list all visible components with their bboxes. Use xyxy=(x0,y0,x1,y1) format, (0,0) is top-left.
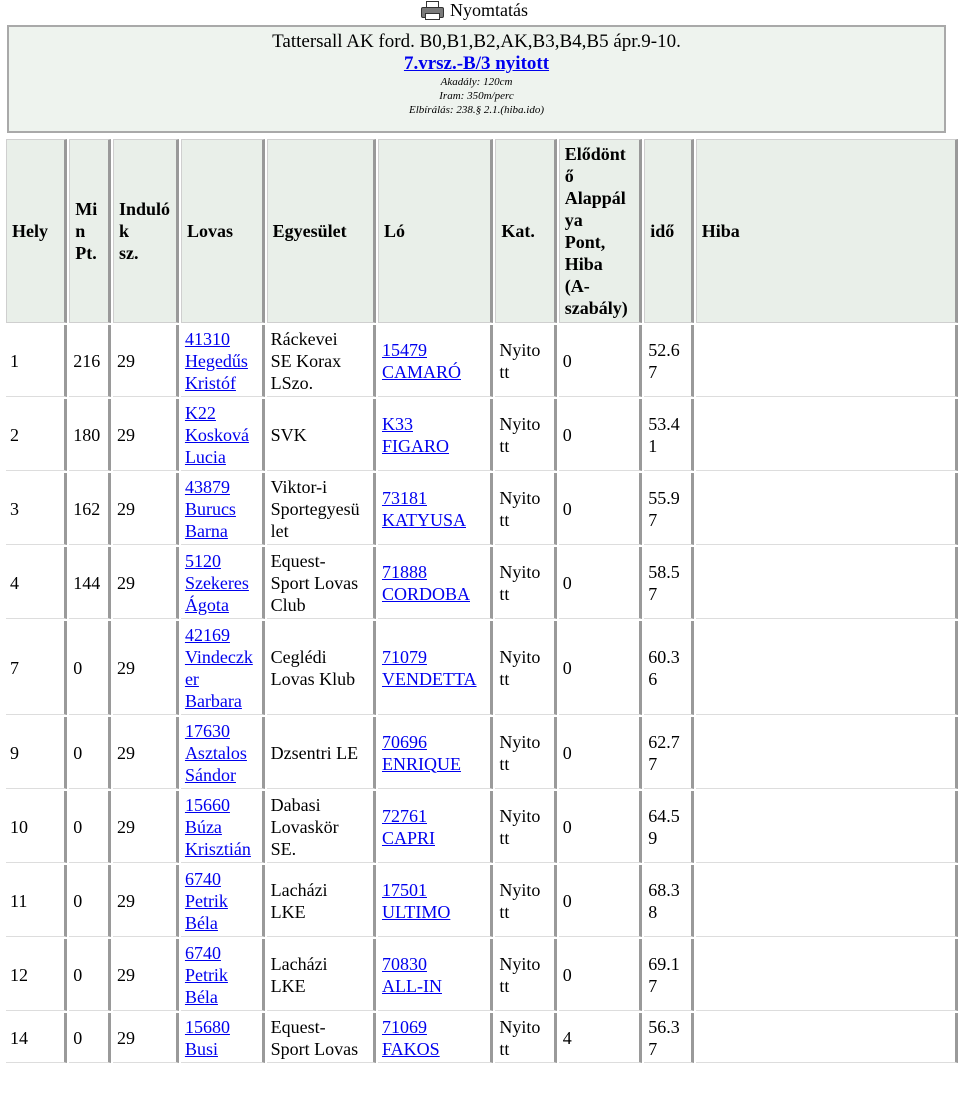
table-row xyxy=(6,547,958,619)
cell-lovas[interactable] xyxy=(181,621,265,715)
cell-kat: Nyito tt xyxy=(495,865,556,937)
table-row xyxy=(6,1013,958,1063)
horse-link[interactable]: 71079 VENDETTA xyxy=(381,646,477,689)
cell-hiba xyxy=(696,473,958,545)
cell-pont: 0 xyxy=(559,325,643,397)
competition-title: Tattersall AK ford. B0,B1,B2,AK,B3,B4,B5 ápr.9-10. xyxy=(272,31,681,52)
cell-min-pt: 0 xyxy=(69,791,111,863)
horse-link[interactable]: 71069 FAKOS xyxy=(381,1016,440,1059)
cell-hiba xyxy=(696,717,958,789)
table-row xyxy=(6,325,958,397)
cell-lovas[interactable] xyxy=(181,791,265,863)
horse-link[interactable]: 17501 ULTIMO xyxy=(381,879,451,922)
col-lo: Ló xyxy=(378,139,493,323)
cell-hely: 9 xyxy=(6,717,67,789)
cell-ido: 60.3 6 xyxy=(644,621,694,715)
cell-ido: 52.6 7 xyxy=(644,325,694,397)
col-hely: Hely xyxy=(6,139,67,323)
rider-link[interactable]: 41310 Hegedűs Kristóf xyxy=(184,328,248,393)
cell-min-pt: 0 xyxy=(69,1013,111,1063)
rider-link[interactable]: 6740 Petrik Béla xyxy=(184,942,228,1007)
obstacle-height: Akadály: 120cm xyxy=(440,76,513,88)
printer-icon xyxy=(420,1,444,19)
cell-lo[interactable] xyxy=(378,621,493,715)
horse-link[interactable]: 72761 CAPRI xyxy=(381,805,435,848)
cell-lovas[interactable] xyxy=(181,473,265,545)
cell-ido: 62.7 7 xyxy=(644,717,694,789)
cell-lo[interactable] xyxy=(378,399,493,471)
cell-hely: 3 xyxy=(6,473,67,545)
cell-indulok: 29 xyxy=(113,717,179,789)
cell-lo[interactable] xyxy=(378,473,493,545)
cell-hely: 10 xyxy=(6,791,67,863)
col-lovas: Lovas xyxy=(181,139,265,323)
cell-ido: 69.1 7 xyxy=(644,939,694,1011)
cell-egyesulet: Ráckevei SE Korax LSzo. xyxy=(267,325,376,397)
cell-hely: 2 xyxy=(6,399,67,471)
cell-kat: Nyito tt xyxy=(495,717,556,789)
cell-kat: Nyito tt xyxy=(495,791,556,863)
judging-rules: Elbírálás: 238.§ 2.1.(hiba.ido) xyxy=(408,104,545,116)
col-min-pt: Mi n Pt. xyxy=(69,139,111,323)
cell-indulok: 29 xyxy=(113,865,179,937)
cell-min-pt: 144 xyxy=(69,547,111,619)
competition-header xyxy=(7,25,946,133)
cell-lovas[interactable] xyxy=(181,717,265,789)
horse-link[interactable]: 73181 KATYUSA xyxy=(381,487,466,530)
cell-indulok: 29 xyxy=(113,399,179,471)
cell-ido: 64.5 9 xyxy=(644,791,694,863)
cell-indulok: 29 xyxy=(113,939,179,1011)
rider-link[interactable]: 15680 Busi xyxy=(184,1016,230,1059)
cell-pont: 0 xyxy=(559,865,643,937)
cell-hely: 12 xyxy=(6,939,67,1011)
cell-pont: 0 xyxy=(559,621,643,715)
top-bar xyxy=(0,0,960,24)
cell-kat: Nyito tt xyxy=(495,399,556,471)
horse-link[interactable]: 70696 ENRIQUE xyxy=(381,731,461,774)
cell-pont: 0 xyxy=(559,473,643,545)
round-link[interactable]: 7.vrsz.-B/3 nyitott xyxy=(403,53,550,74)
horse-link[interactable]: 70830 ALL-IN xyxy=(381,953,442,996)
cell-hiba xyxy=(696,1013,958,1063)
cell-kat: Nyito tt xyxy=(495,939,556,1011)
table-row xyxy=(6,791,958,863)
cell-lo[interactable] xyxy=(378,325,493,397)
cell-min-pt: 162 xyxy=(69,473,111,545)
rider-link[interactable]: 43879 Burucs Barna xyxy=(184,476,236,541)
cell-egyesulet: Ceglédi Lovas Klub xyxy=(267,621,376,715)
cell-lovas[interactable] xyxy=(181,939,265,1011)
cell-hiba xyxy=(696,547,958,619)
cell-hely: 14 xyxy=(6,1013,67,1063)
cell-kat: Nyito tt xyxy=(495,547,556,619)
cell-egyesulet: Dzsentri LE xyxy=(267,717,376,789)
cell-indulok: 29 xyxy=(113,1013,179,1063)
col-hiba: Hiba xyxy=(696,139,958,323)
col-ido: idő xyxy=(644,139,694,323)
cell-hely: 4 xyxy=(6,547,67,619)
cell-ido: 55.9 7 xyxy=(644,473,694,545)
cell-hiba xyxy=(696,939,958,1011)
table-row xyxy=(6,473,958,545)
cell-ido: 58.5 7 xyxy=(644,547,694,619)
cell-hiba xyxy=(696,325,958,397)
cell-min-pt: 0 xyxy=(69,939,111,1011)
cell-pont: 0 xyxy=(559,939,643,1011)
rider-link[interactable]: 6740 Petrik Béla xyxy=(184,868,228,933)
results-body xyxy=(6,325,958,1063)
cell-lo[interactable] xyxy=(378,939,493,1011)
cell-hely: 11 xyxy=(6,865,67,937)
cell-min-pt: 0 xyxy=(69,717,111,789)
cell-lovas[interactable] xyxy=(181,1013,265,1063)
cell-ido: 68.3 8 xyxy=(644,865,694,937)
cell-kat: Nyito tt xyxy=(495,1013,556,1063)
horse-link[interactable]: 71888 CORDOBA xyxy=(381,561,470,604)
cell-hiba xyxy=(696,399,958,471)
cell-indulok: 29 xyxy=(113,547,179,619)
cell-min-pt: 0 xyxy=(69,865,111,937)
col-egyesulet: Egyesület xyxy=(267,139,376,323)
cell-lo[interactable] xyxy=(378,547,493,619)
print-link[interactable] xyxy=(420,0,528,20)
cell-kat: Nyito tt xyxy=(495,473,556,545)
cell-ido: 53.4 1 xyxy=(644,399,694,471)
cell-lovas[interactable] xyxy=(181,547,265,619)
cell-lovas[interactable] xyxy=(181,399,265,471)
cell-pont: 4 xyxy=(559,1013,643,1063)
col-indulok: Induló k sz. xyxy=(113,139,179,323)
cell-egyesulet: SVK xyxy=(267,399,376,471)
rider-link[interactable]: 42169 Vindeczk er Barbara xyxy=(184,624,253,711)
cell-hiba xyxy=(696,621,958,715)
table-row xyxy=(6,865,958,937)
col-pont: Elődönt ő Alappál ya Pont, Hiba (A- szabály) xyxy=(559,139,643,323)
cell-egyesulet: Equest- Sport Lovas Club xyxy=(267,547,376,619)
cell-hiba xyxy=(696,865,958,937)
rider-link[interactable]: 15660 Búza Krisztián xyxy=(184,794,251,859)
cell-min-pt: 0 xyxy=(69,621,111,715)
col-kat: Kat. xyxy=(495,139,556,323)
print-label: Nyomtatás xyxy=(450,0,528,20)
table-row xyxy=(6,399,958,471)
cell-pont: 0 xyxy=(559,717,643,789)
cell-hely: 1 xyxy=(6,325,67,397)
horse-link[interactable]: K33 FIGARO xyxy=(381,413,449,456)
cell-lo[interactable] xyxy=(378,1013,493,1063)
cell-ido: 56.3 7 xyxy=(644,1013,694,1063)
rider-link[interactable]: K22 Kosková Lucia xyxy=(184,402,249,467)
cell-pont: 0 xyxy=(559,547,643,619)
cell-indulok: 29 xyxy=(113,325,179,397)
rider-link[interactable]: 17630 Asztalos Sándor xyxy=(184,720,247,785)
speed: Iram: 350m/perc xyxy=(439,90,514,102)
cell-egyesulet: Lacházi LKE xyxy=(267,939,376,1011)
cell-min-pt: 180 xyxy=(69,399,111,471)
cell-pont: 0 xyxy=(559,791,643,863)
cell-lovas[interactable] xyxy=(181,325,265,397)
header-row xyxy=(6,139,958,323)
cell-lovas[interactable] xyxy=(181,865,265,937)
cell-egyesulet: Lacházi LKE xyxy=(267,865,376,937)
table-row xyxy=(6,621,958,715)
cell-min-pt: 216 xyxy=(69,325,111,397)
results-table xyxy=(4,137,960,1065)
cell-indulok: 29 xyxy=(113,791,179,863)
horse-link[interactable]: 15479 CAMARÓ xyxy=(381,339,461,382)
table-row xyxy=(6,717,958,789)
cell-hely: 7 xyxy=(6,621,67,715)
cell-lo[interactable] xyxy=(378,791,493,863)
cell-lo[interactable] xyxy=(378,865,493,937)
cell-kat: Nyito tt xyxy=(495,621,556,715)
cell-pont: 0 xyxy=(559,399,643,471)
table-row xyxy=(6,939,958,1011)
cell-hiba xyxy=(696,791,958,863)
cell-egyesulet: Dabasi Lovaskör SE. xyxy=(267,791,376,863)
cell-egyesulet: Equest- Sport Lovas xyxy=(267,1013,376,1063)
cell-egyesulet: Viktor-i Sportegyesü let xyxy=(267,473,376,545)
cell-indulok: 29 xyxy=(113,621,179,715)
cell-kat: Nyito tt xyxy=(495,325,556,397)
cell-indulok: 29 xyxy=(113,473,179,545)
rider-link[interactable]: 5120 Szekeres Ágota xyxy=(184,550,249,615)
cell-lo[interactable] xyxy=(378,717,493,789)
